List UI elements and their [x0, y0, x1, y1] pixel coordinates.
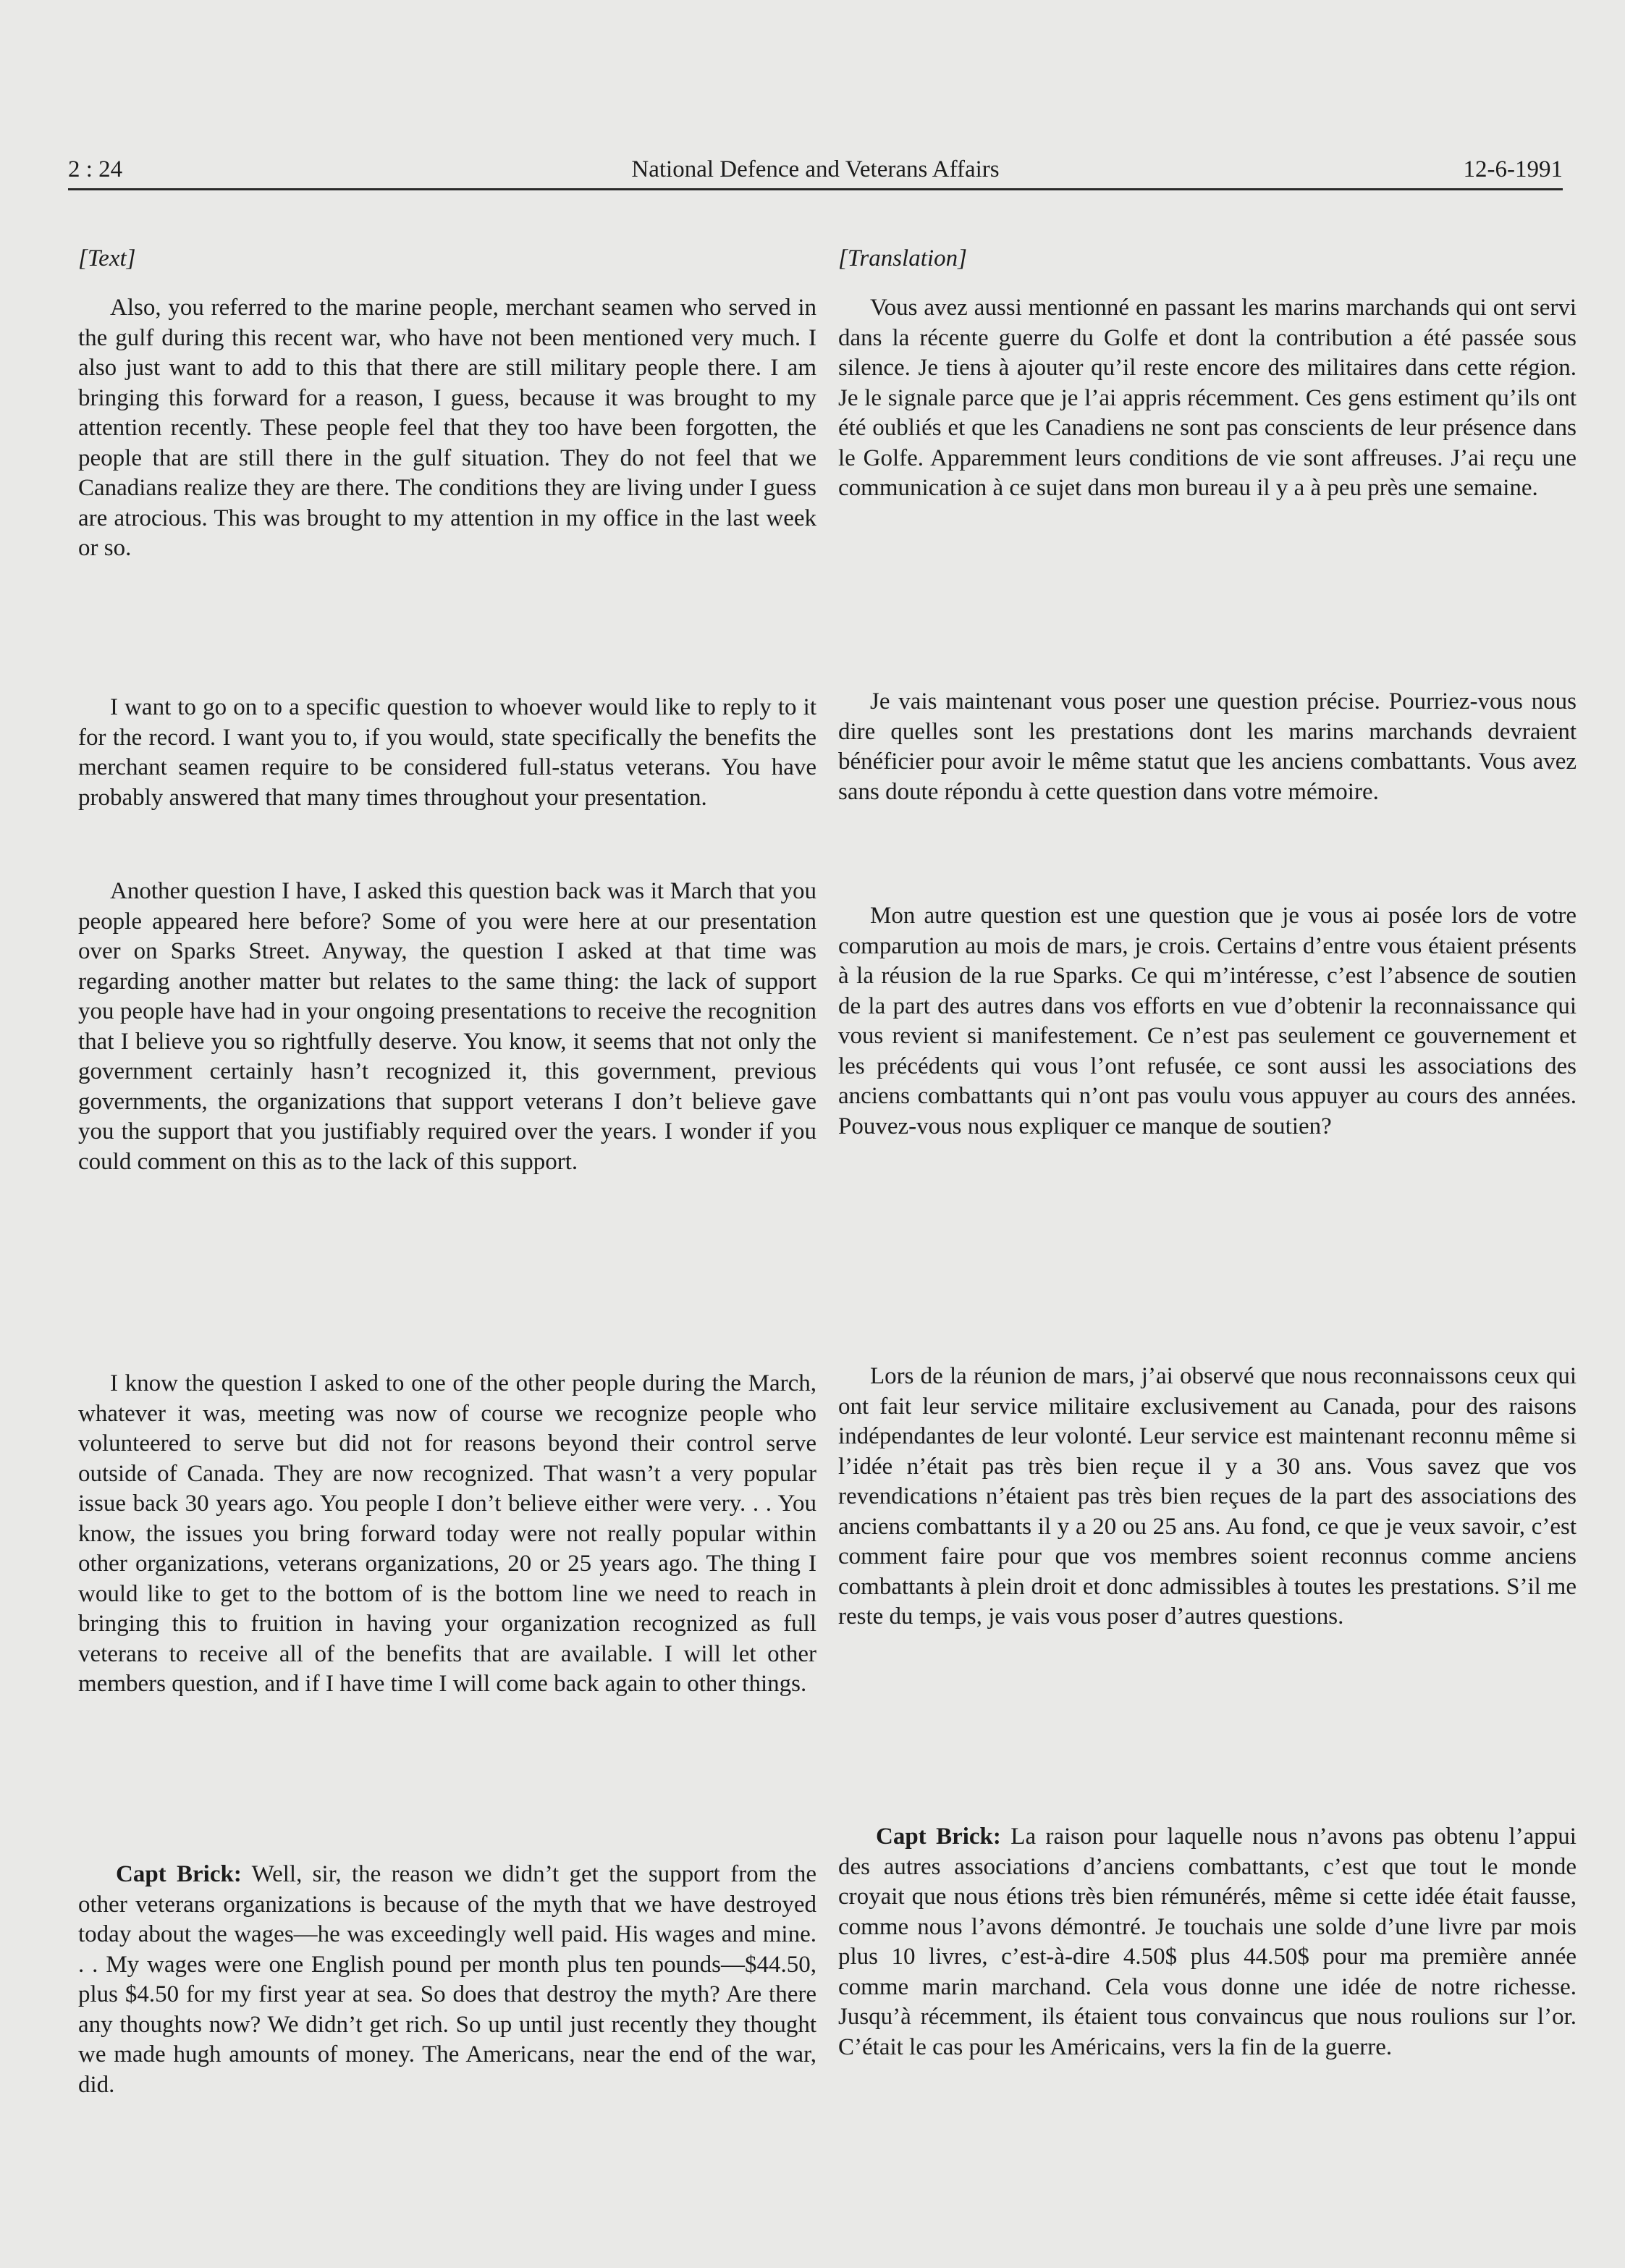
speaker-paragraph — [78, 1860, 816, 2100]
speaker-name: Capt Brick: — [876, 1824, 1001, 1850]
speaker-text: Well, sir, the reason we didn’t get the support from the other veterans organizations is because of the myth that we have destroyed today about the wages—he was exceedingly well paid. His wages and mine. . . My wages were one English pound per month plus ten pounds—$44.50, plus $4.50 for my first year at sea. So does that destroy the myth? Are there any thoughts now? We didn’t get rich. So up until just recently they thought we made hugh amounts of money. The Americans, near the end of the war, did. — [78, 1861, 816, 2098]
speaker-name: Capt Brick: — [116, 1861, 242, 1887]
english-column — [78, 243, 816, 2100]
header-date: 12-6-1991 — [1463, 156, 1563, 182]
paragraph: Lors de la réunion de mars, j’ai observé que nous reconnaissons ceux qui ont fait leur service militaire exclusivement au Canada, pour des raisons indépendantes de leur volonté. Leur service est maintenant reconnu même si l’idée n’était pas très bien reçue il y a 30 ans. Vous savez que vos revendications n’étaient pas très bien reçues de la part des associations des anciens combattants il y a 20 ou 25 ans. Au fond, ce que je veux savoir, c’est comment faire pour que vos membres soient reconnus comme anciens combattants à plein droit et donc admissibles à toutes les prestations. S’il me reste du temps, je vais vous poser d’autres questions. — [838, 1363, 1577, 1630]
running-header — [68, 151, 1563, 190]
text-label: [Text] — [78, 245, 136, 271]
paragraph: Je vais maintenant vous poser une question précise. Pourriez-vous nous dire quelles sont les prestations dont les marins marchands devraient bénéficier pour avoir le même statut que les anciens combattants. Vous avez sans doute répondu à cette question dans votre mémoire. — [838, 688, 1577, 805]
paragraph: Mon autre question est une question que je vous ai posée lors de votre comparution au mois de mars, je crois. Certains d’entre vous étaient présents à la réusion de la rue Sparks. Ce qui m’intéresse, c’est l’absence de soutien de la part des autres dans vos efforts en vue d’obtenir la reconnaissance qui vous revient si manifestement. Ce n’est pas seulement ce gouvernement et les précédents qui vous l’ont refusée, ce sont aussi les associations des anciens combattants qui n’ont pas voulu vous appuyer au cours des années. Pouvez-vous nous expliquer ce manque de soutien? — [838, 903, 1577, 1139]
speaker-paragraph — [838, 1822, 1577, 2062]
translation-label: [Translation] — [838, 245, 967, 271]
paragraph: I know the question I asked to one of the other people during the March, whatever it was, meeting was now of course we recognize people who volunteered to serve but did not for reasons beyond their control serve outside of Canada. They are now recognized. That wasn’t a very popular issue back 30 years ago. You people I don’t believe either were very. . . You know, the issues you bring forward today were not really popular within other organizations, veterans organizations, 20 or 25 years ago. The thing I would like to get to the bottom of is the bottom line we need to reach in bringing this to fruition in having your organization recognized as full veterans to receive all of the benefits that are available. I will let other members question, and if I have time I will come back again to other things. — [78, 1370, 816, 1697]
speaker-text: La raison pour laquelle nous n’avons pas obtenu l’appui des autres associations d’anciens combattants, c’est que tout le monde croyait que nous étions très bien rémunérés, même si cette idée était fausse, comme nous l’avons démontré. Je touchais une solde d’une livre par mois plus 10 livres, c’est-à-dire 4.50$ plus 44.50$ pour ma première année comme marin marchand. Cela vous donne une idée de notre richesse. Jusqu’à récemment, ils étaient tous convaincus que nous roulions sur l’or. C’était le cas pour les Américains, vers la fin de la guerre. — [838, 1824, 1577, 2060]
paragraph: I want to go on to a specific question to whoever would like to reply to it for the record. I want you to, if you would, state specifically the benefits the merchant seamen require to be considered full-status veterans. You have probably answered that many times throughout your presentation. — [78, 694, 816, 811]
paragraph: Also, you referred to the marine people, merchant seamen who served in the gulf during this recent war, who have not been mentioned very much. I also just want to add to this that there are still military people there. I am bringing this forward for a reason, I guess, because it was brought to my attention recently. These people feel that they too have been forgotten, the people that are still there in the gulf situation. They do not feel that we Canadians realize they are there. The conditions they are living under I guess are atrocious. This was brought to my attention in my office in the last week or so. — [78, 295, 816, 561]
paragraph: Another question I have, I asked this question back was it March that you people appeared here before? Some of you were here at our presentation over on Sparks Street. Anyway, the question I asked at that time was regarding another matter but relates to the same thing: the lack of support you people have had in your ongoing presentations to receive the recognition that I believe you so rightfully deserve. You know, it seems that not only the government certainly hasn’t recognized it, this government, previous governments, the organizations that support veterans I don’t believe gave you the support that you justifiably required over the years. I wonder if you could comment on this as to the lack of this support. — [78, 878, 816, 1175]
header-title: National Defence and Veterans Affairs — [631, 156, 1000, 182]
page-number: 2 : 24 — [68, 156, 123, 182]
french-column — [838, 243, 1577, 2062]
paragraph: Vous avez aussi mentionné en passant les marins marchands qui ont servi dans la récente guerre du Golfe et dont la contribution a été passée sous silence. Je tiens à ajouter qu’il reste encore des militaires dans cette région. Je le signale parce que je l’ai appris récemment. Ces gens estiment qu’ils ont été oubliés et que les Canadiens ne sont pas conscients de leur présence dans le Golfe. Apparemment leurs conditions de vie sont affreuses. J’ai reçu une communication à ce sujet dans mon bureau il y a à peu près une semaine. — [838, 295, 1577, 501]
